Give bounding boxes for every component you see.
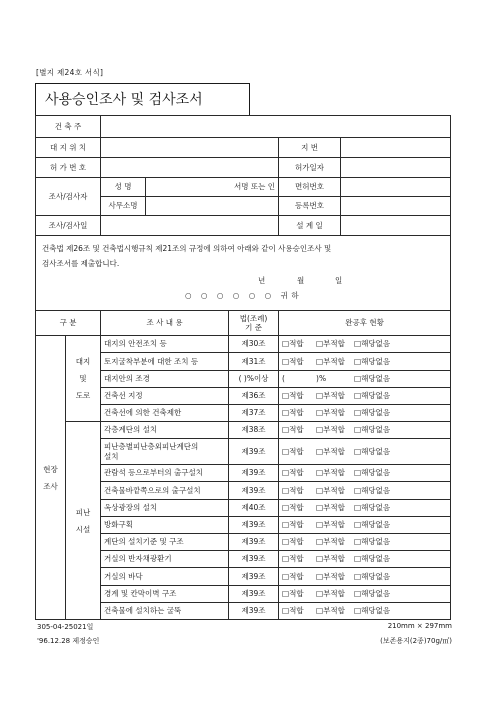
status-option: □해당없음 [354, 425, 391, 435]
status-option: □부적합 [316, 339, 345, 349]
survey-item: 계단의 설치기준 및 구조 [101, 534, 229, 551]
table-row [36, 138, 451, 158]
legal-standard: 제38조 [229, 422, 279, 439]
table-row [36, 216, 451, 236]
survey-item: 방화구획 [101, 517, 229, 534]
status-option: □적합 [282, 606, 304, 616]
permit-date-label: 허가일자 [279, 158, 341, 178]
header-standard-line1: 법(조례) [239, 313, 268, 323]
status-option: □적합 [282, 571, 304, 581]
group-label-line: 피난 [75, 507, 91, 517]
status-option: □해당없음 [354, 356, 391, 366]
inspection-form-table [35, 115, 451, 620]
permit-date-value-cell [341, 158, 451, 178]
legal-standard: 제40조 [229, 500, 279, 517]
name-label: 성 명 [101, 178, 146, 197]
survey-item: 경계 및 칸막이벽 구조 [101, 586, 229, 603]
section-label-line: 조사 [43, 481, 58, 491]
legal-standard: 제39조 [229, 439, 279, 465]
status-options [279, 422, 451, 439]
status-options [279, 603, 451, 620]
status-options [279, 551, 451, 568]
table-row [36, 336, 451, 353]
status-option: □부적합 [316, 408, 345, 418]
status-option: □해당없음 [354, 554, 391, 564]
header-standard [229, 311, 279, 336]
legal-standard: 제39조 [229, 586, 279, 603]
month-label: 월 [297, 275, 305, 285]
page-title: 사용승인조사 및 검사조서 [45, 92, 203, 108]
status-option: □적합 [282, 446, 304, 456]
status-option: □해당없음 [354, 391, 391, 401]
form-catalog-number: 305-04-25021일 [37, 623, 94, 631]
legal-standard: 제37조 [229, 405, 279, 422]
status-option: □해당없음 [354, 589, 391, 599]
group-label-line: 대지 [75, 357, 91, 366]
lot-number-value-cell [341, 138, 451, 158]
registration-number-value-cell [341, 197, 451, 216]
status-option: □부적합 [316, 468, 345, 478]
status-option: □해당없음 [354, 503, 391, 513]
table-row [36, 116, 451, 138]
table-row [36, 236, 451, 311]
status-options [279, 336, 451, 353]
paper-size: 210mm × 297mm [387, 622, 452, 630]
group-label-line: 및 [79, 374, 87, 383]
status-option: □부적합 [316, 589, 345, 599]
status-option: □부적합 [316, 554, 345, 564]
survey-item: 건축선 지정 [101, 388, 229, 405]
design-date-label: 설 계 일 [279, 216, 341, 236]
status-option: □해당없음 [354, 468, 391, 478]
legal-standard: 제39조 [229, 534, 279, 551]
survey-item: 관람석 등으로부터의 출구설치 [101, 465, 229, 482]
legal-standard: 제39조 [229, 568, 279, 586]
status-option: □적합 [282, 408, 304, 418]
table-row [36, 158, 451, 178]
title-box [35, 83, 250, 115]
status-option: □해당없음 [354, 485, 391, 495]
section-label-line: 현장 [43, 464, 58, 474]
status-option: □해당없음 [354, 446, 391, 456]
day-label: 일 [335, 275, 343, 285]
license-number-label: 면허번호 [279, 178, 341, 197]
permit-number-value-cell [101, 158, 279, 178]
legal-standard: 제39조 [229, 551, 279, 568]
form-number: [별지 제24호 서식] [36, 68, 104, 77]
status-options [279, 482, 451, 500]
status-options [279, 586, 451, 603]
table-row [36, 178, 451, 197]
status-options [279, 534, 451, 551]
table-row [36, 422, 451, 439]
approval-date: '96.12.28 제정승인 [37, 637, 100, 645]
year-label: 년 [258, 275, 266, 285]
status-option: □부적합 [316, 446, 345, 456]
legal-standard: 제31조 [229, 353, 279, 371]
header-status: 완공후 현황 [279, 311, 451, 336]
lot-number-label: 지 번 [279, 138, 341, 158]
owner-label: 건 축 주 [36, 116, 101, 138]
status-option: □해당없음 [354, 339, 391, 349]
survey-item: 대지안의 조경 [101, 371, 229, 388]
legal-standard: 제30조 [229, 336, 279, 353]
survey-item-line1: 피난층별피난층외피난계단의 [104, 442, 199, 452]
status-options [279, 465, 451, 482]
site-location-label: 대 지 위 치 [36, 138, 101, 158]
survey-item: 건축선에 의한 건축제한 [101, 405, 229, 422]
survey-item-line2: 설치 [104, 451, 119, 461]
statement-cell [36, 236, 451, 311]
group-label-line: 도로 [75, 391, 91, 400]
status-option: □부적합 [316, 485, 345, 495]
status-option: □부적합 [316, 391, 345, 401]
status-option: □부적합 [316, 425, 345, 435]
legal-standard: 제39조 [229, 517, 279, 534]
survey-item: 토지굴착부분에 대한 조치 등 [101, 353, 229, 371]
recipient: ○ ○ ○ ○ ○ ○ 귀하 [185, 290, 303, 300]
status-option: □적합 [282, 485, 304, 495]
status-options [279, 517, 451, 534]
section-label-site-survey [36, 336, 66, 620]
office-name-label: 사무소명 [101, 197, 146, 216]
status-options [279, 371, 451, 388]
status-options [279, 568, 451, 586]
status-options [279, 500, 451, 517]
inspection-date-value-cell [101, 216, 279, 236]
status-option: □적합 [282, 589, 304, 599]
legal-standard: 제39조 [229, 482, 279, 500]
status-option: □부적합 [316, 503, 345, 513]
survey-item: 건축물바깥쪽으로의 출구설치 [101, 482, 229, 500]
site-location-value-cell [101, 138, 279, 158]
status-option: □해당없음 [354, 537, 391, 547]
status-option: □적합 [282, 554, 304, 564]
header-category: 구 분 [36, 311, 101, 336]
statement-text-line2: 검사조서를 제출합니다. [42, 258, 120, 268]
status-option: □적합 [282, 339, 304, 349]
status-option: □해당없음 [354, 374, 391, 384]
legal-standard: 제39조 [229, 465, 279, 482]
status-option: □해당없음 [354, 571, 391, 581]
paper-type: (보존용지(2종)70g/㎡) [380, 637, 452, 645]
legal-standard: 제36조 [229, 388, 279, 405]
statement [39, 237, 447, 310]
status-option: ( [282, 374, 285, 384]
status-options [279, 388, 451, 405]
status-option: □적합 [282, 356, 304, 366]
status-option: □부적합 [316, 537, 345, 547]
permit-number-label: 허 가 번 호 [36, 158, 101, 178]
design-date-value-cell [341, 216, 451, 236]
owner-value-cell [101, 116, 451, 138]
status-option: □적합 [282, 425, 304, 435]
group-label-site-road [66, 336, 101, 422]
signature-label: 서명 또는 인 [234, 182, 276, 192]
survey-item: 대지의 안전조치 등 [101, 336, 229, 353]
status-options [279, 439, 451, 465]
survey-item: 거실의 반자채광환기 [101, 551, 229, 568]
inspection-date-label: 조사/검사일 [36, 216, 101, 236]
survey-item [101, 439, 229, 465]
status-option: □부적합 [316, 356, 345, 366]
status-options [279, 405, 451, 422]
status-option: □부적합 [316, 520, 345, 530]
status-options [279, 353, 451, 371]
office-name-value-cell [146, 197, 279, 216]
survey-item: 건축물에 설치하는 굴뚝 [101, 603, 229, 620]
status-option: □적합 [282, 468, 304, 478]
group-label-line: 시설 [75, 524, 91, 534]
header-standard-line2: 기 준 [245, 323, 262, 332]
survey-item: 거실의 바닥 [101, 568, 229, 586]
name-value-cell [146, 178, 279, 197]
status-option: □적합 [282, 520, 304, 530]
legal-standard: ( )%이상 [229, 371, 279, 388]
status-option: )% [316, 374, 327, 384]
status-option: □적합 [282, 537, 304, 547]
status-option: □해당없음 [354, 408, 391, 418]
survey-item: 각층계단의 설치 [101, 422, 229, 439]
legal-standard: 제39조 [229, 603, 279, 620]
status-option: □부적합 [316, 606, 345, 616]
statement-text-line1: 건축법 제26조 및 건축법시행규칙 제21조의 규정에 의하여 아래와 같이 사용승인조사 및 [42, 243, 332, 253]
status-option: □적합 [282, 503, 304, 513]
inspector-label: 조사/검사자 [36, 178, 101, 216]
survey-item: 옥상광장의 설치 [101, 500, 229, 517]
registration-number-label: 등록번호 [279, 197, 341, 216]
header-content: 조 사 내 용 [101, 311, 229, 336]
status-option: □적합 [282, 391, 304, 401]
status-option: □부적합 [316, 571, 345, 581]
status-option: □해당없음 [354, 520, 391, 530]
license-number-value-cell [341, 178, 451, 197]
status-option: □해당없음 [354, 606, 391, 616]
group-label-evacuation [66, 422, 101, 620]
table-header-row [36, 311, 451, 336]
